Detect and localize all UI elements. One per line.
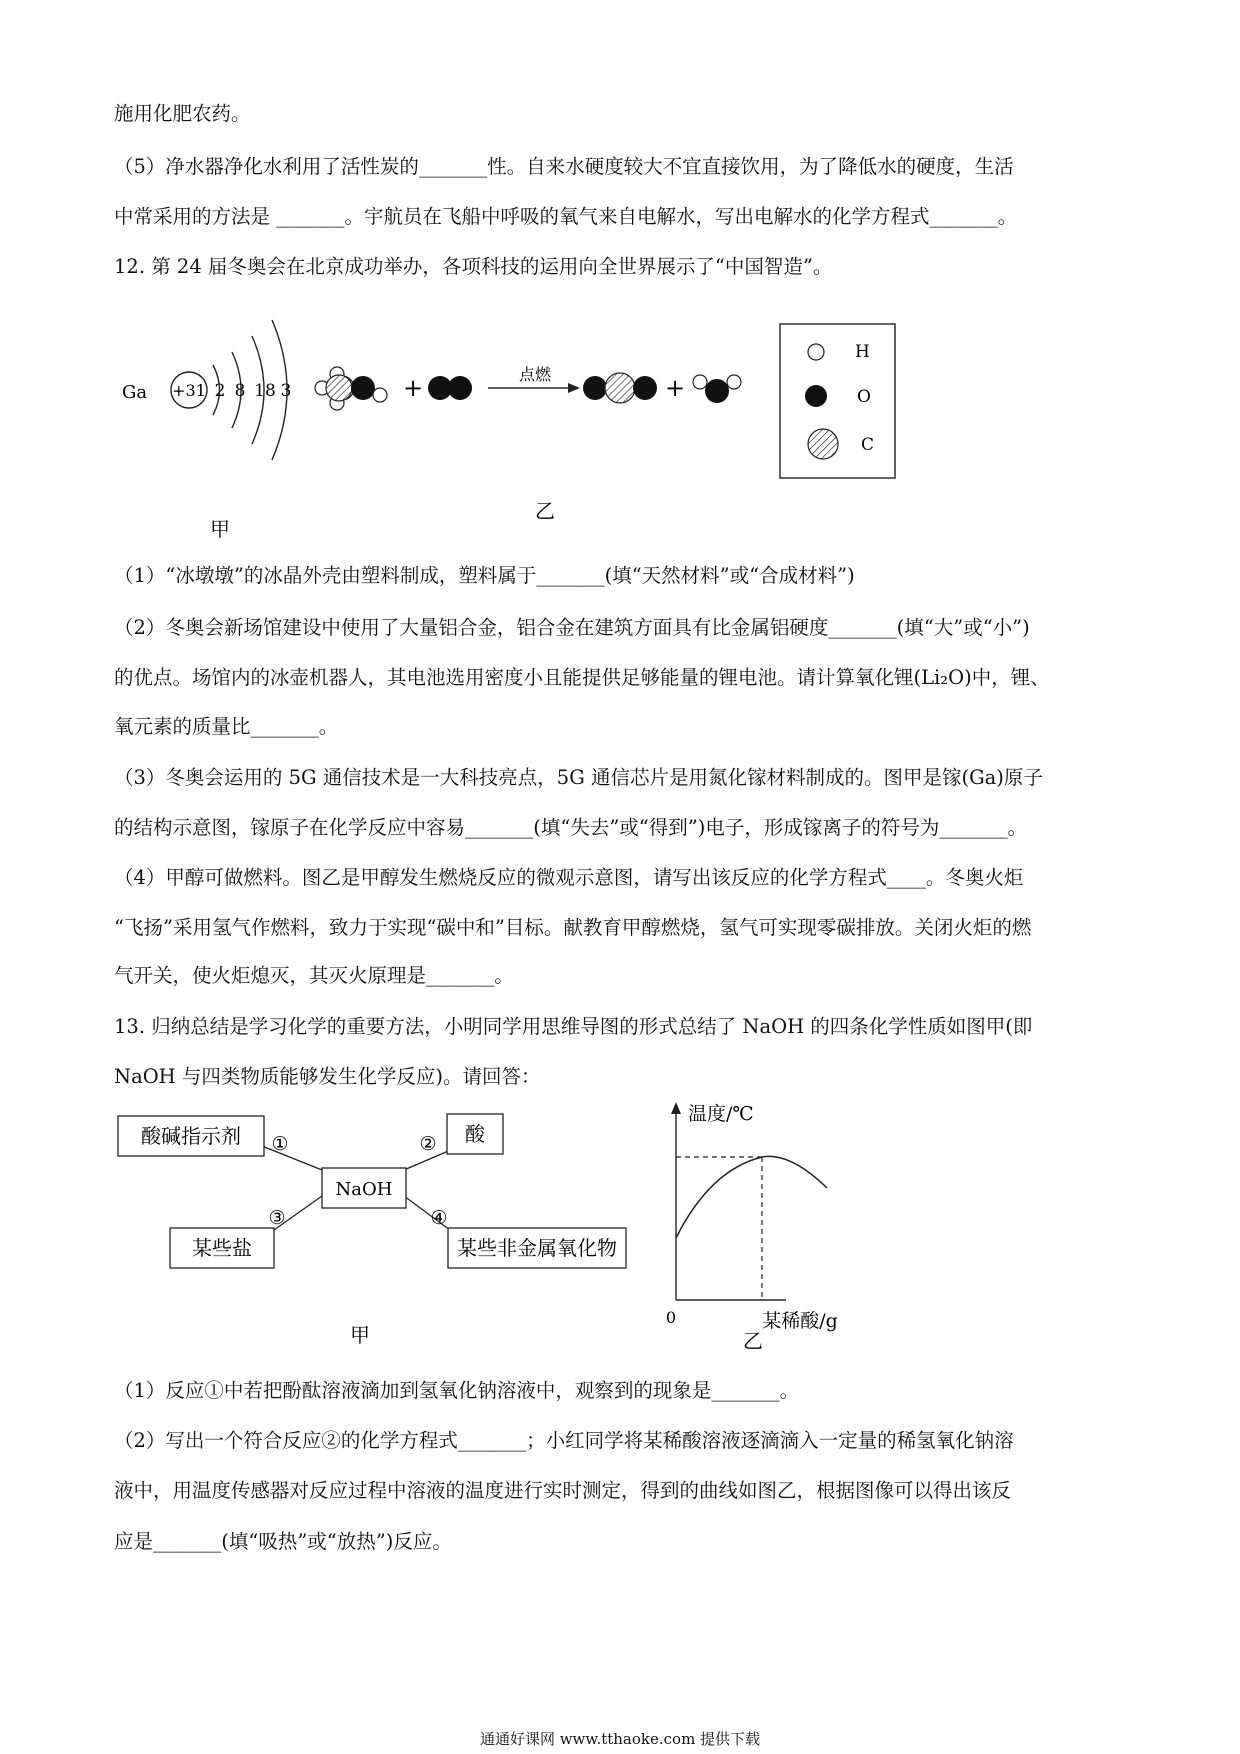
plus-sign: + [664,374,686,402]
reaction-number: ② [419,1133,437,1155]
node-indicator: 酸碱指示剂 [141,1124,241,1148]
text-line: （3）冬奥会运用的 5G 通信技术是一大科技亮点，5G 通信芯片是用氮化镓材料制成的。图甲是镓(Ga)原子 [114,766,1043,789]
carbon-atom [326,375,352,401]
text-line: 氧元素的质量比_______。 [114,715,339,738]
x-axis-label: 某稀酸/g [762,1310,838,1332]
gallium-atom-structure [122,320,291,541]
methanol-combustion-diagram [315,365,741,523]
hydrogen-atom [693,375,707,389]
figure-13 [110,1100,890,1360]
hydrogen-legend-icon [808,344,824,360]
shell-electrons: 2 [214,381,226,401]
text-line: 的优点。场馆内的冰壶机器人，其电池选用密度小且能提供足够能量的锂电池。请计算氧化锂(Li₂O)中，锂、 [114,666,1050,689]
figure-label-yi: 乙 [535,499,555,523]
temperature-curve [666,1102,838,1353]
oxygen-atom [583,376,607,400]
figure-label-jia: 甲 [210,517,230,541]
legend-label: C [861,435,875,455]
node-salt: 某些盐 [192,1236,252,1260]
text-line: （2）写出一个符合反应②的化学方程式_______；小红同学将某稀酸溶液逐滴滴入一定量的稀氢氧化钠溶 [114,1429,1014,1452]
page-footer: 通通好课网 www.tthaoke.com 提供下载 [479,1730,761,1748]
y-axis-label: 温度/℃ [688,1103,754,1125]
text-line: 中常采用的方法是 _______。宇航员在飞船中呼吸的氧气来自电解水，写出电解水的化学方程式_______。 [114,205,1018,228]
naoh-mind-map [118,1114,626,1347]
text-line: 的结构示意图，镓原子在化学反应中容易_______(填“失去”或“得到”)电子，形成镓离子的符号为_______。 [114,816,1028,839]
text-line: “飞扬”采用氢气作燃料，致力于实现“碳中和”目标。献教育甲醇燃烧，氢气可实现零碳排放。关闭火炬的燃 [114,916,1032,939]
oxygen-atom [448,376,472,400]
text-line: 施用化肥农药。 [114,102,251,125]
center-node: NaOH [335,1179,393,1200]
hydrogen-atom [373,388,387,402]
figure-label-yi: 乙 [743,1329,763,1353]
node-acid: 酸 [465,1122,485,1146]
carbon-atom [605,373,635,403]
text-line: 液中，用温度传感器对反应过程中溶液的温度进行实时测定，得到的曲线如图乙，根据图像可以得出该反 [114,1479,1012,1502]
text-line: （1）反应①中若把酚酞溶液滴加到氢氧化钠溶液中，观察到的现象是_______。 [114,1379,800,1402]
text-line: （1）“冰墩墩”的冰晶外壳由塑料制成，塑料属于_______(填“天然材料”或“合成材料”) [114,564,855,587]
shell-electrons: 8 [234,381,246,401]
hydrogen-atom [727,375,741,389]
atom-legend [780,324,895,478]
shell-electrons: 18 [254,381,276,401]
node-nonmetal-oxide: 某些非金属氧化物 [457,1236,617,1260]
question-13-stem: 13. 归纳总结是学习化学的重要方法，小明同学用思维导图的形式总结了 NaOH 的四条化学性质如图甲(即 [114,1015,1033,1038]
text-line: 气开关，使火炬熄灭，其灭火原理是_______。 [114,964,514,987]
text-line: （2）冬奥会新场馆建设中使用了大量铝合金，铝合金在建筑方面具有比金属铝硬度_______(填“大”或“小”) [114,616,1030,639]
shell-electrons: 3 [280,381,292,401]
text-line: 应是_______(填“吸热”或“放热”)反应。 [114,1530,452,1553]
oxygen-atom [705,379,729,403]
nucleus-charge: +31 [172,381,206,400]
text-line: （4）甲醇可做燃料。图乙是甲醇发生燃烧反应的微观示意图，请写出该反应的化学方程式____。冬奥火炬 [114,866,1024,889]
origin-label: 0 [665,1308,677,1327]
legend-label: H [855,342,870,362]
oxygen-atom [351,376,375,400]
reaction-number: ① [271,1133,289,1155]
question-12-stem: 12. 第 24 届冬奥会在北京成功举办，各项科技的运用向全世界展示了“中国智造”。 [114,255,833,278]
reaction-condition: 点燃 [518,365,552,384]
plus-sign: + [402,374,424,402]
oxygen-legend-icon [805,385,827,407]
text-line: NaOH 与四类物质能够发生化学反应)。请回答： [114,1065,541,1088]
oxygen-atom [633,376,657,400]
reaction-number: ④ [430,1207,448,1229]
figure-12 [110,300,910,560]
reaction-number: ③ [268,1207,286,1229]
carbon-legend-icon [808,429,838,459]
legend-label: O [857,387,871,407]
figure-label-jia: 甲 [350,1323,370,1347]
element-symbol: Ga [122,382,148,403]
text-line: （5）净水器净化水利用了活性炭的_______性。自来水硬度较大不宜直接饮用，为了降低水的硬度，生活 [114,155,1014,178]
